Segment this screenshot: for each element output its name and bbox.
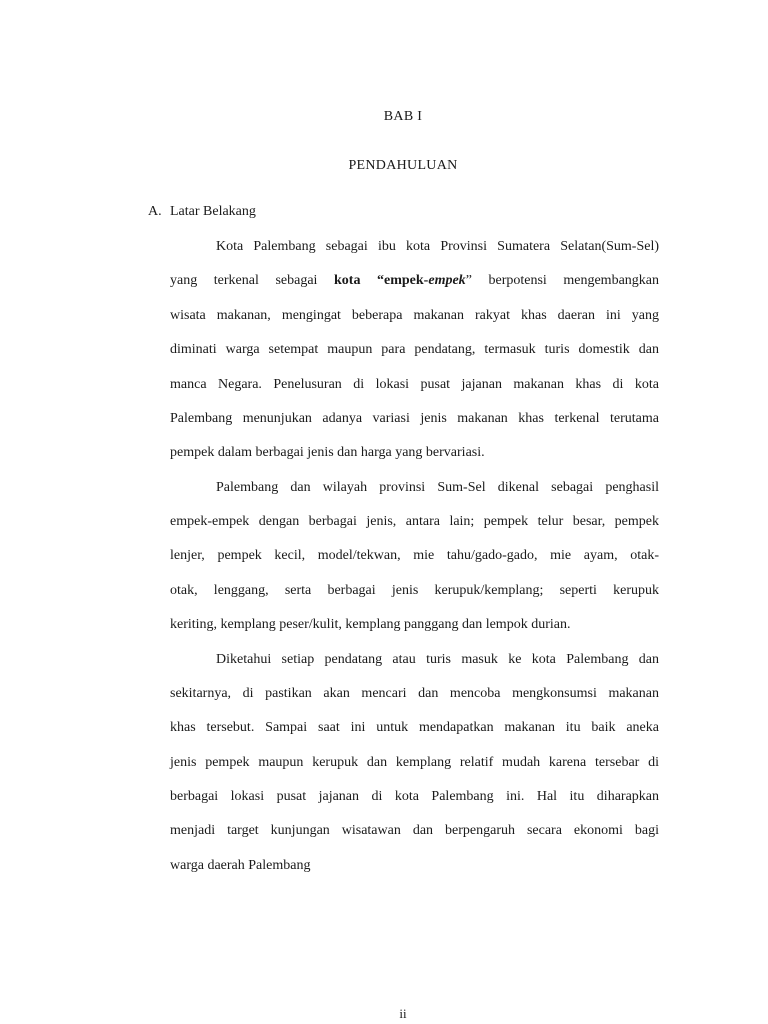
text-run: ” berpotensi mengembangkan xyxy=(465,273,659,288)
chapter-title: PENDAHULUAN xyxy=(348,158,458,173)
paragraph-line: sekitarnya, di pastikan akan mencari dan mencoba mengkonsumsi makanan xyxy=(170,686,659,701)
paragraph-line: diminati warga setempat maupun para pendatang, termasuk turis domestik dan xyxy=(170,342,659,357)
paragraph-line: wisata makanan, mengingat beberapa makanan rakyat khas daeran ini yang xyxy=(170,308,659,323)
paragraph-line: Kota Palembang sebagai ibu kota Provinsi Sumatera Selatan(Sum-Sel) xyxy=(216,239,659,254)
italic-text: empek xyxy=(428,273,466,288)
paragraph-line: lenjer, pempek kecil, model/tekwan, mie tahu/gado-gado, mie ayam, otak- xyxy=(170,548,659,563)
paragraph-line xyxy=(170,272,659,290)
paragraph-line: Palembang dan wilayah provinsi Sum-Sel dikenal sebagai penghasil xyxy=(216,480,659,495)
page-number: ii xyxy=(399,1006,407,1021)
section-title: Latar Belakang xyxy=(170,204,256,219)
paragraph-line: menjadi target kunjungan wisatawan dan berpengaruh secara ekonomi bagi xyxy=(170,823,659,838)
paragraph-line: manca Negara. Penelusuran di lokasi pusat jajanan makanan khas di kota xyxy=(170,377,659,392)
paragraph-line: jenis pempek maupun kerupuk dan kemplang relatif mudah karena tersebar di xyxy=(170,755,659,770)
paragraph-line: otak, lenggang, serta berbagai jenis kerupuk/kemplang; seperti kerupuk xyxy=(170,583,659,598)
section-letter: A. xyxy=(148,204,162,219)
paragraph-line: keriting, kemplang peser/kulit, kemplang panggang dan lempok durian. xyxy=(170,617,571,632)
paragraph-line: Diketahui setiap pendatang atau turis masuk ke kota Palembang dan xyxy=(216,652,659,667)
text-run: yang terkenal sebagai xyxy=(170,273,334,288)
section-heading xyxy=(148,204,256,220)
paragraph-line: Palembang menunjukan adanya variasi jenis makanan khas terkenal terutama xyxy=(170,411,659,426)
paragraph-line: warga daerah Palembang xyxy=(170,858,311,873)
bold-text: kota “empek-empek xyxy=(334,273,466,288)
chapter-number: BAB I xyxy=(383,109,423,124)
paragraph-line: pempek dalam berbagai jenis dan harga yang bervariasi. xyxy=(170,445,485,460)
paragraph-line: empek-empek dengan berbagai jenis, antara lain; pempek telur besar, pempek xyxy=(170,514,659,529)
paragraph-line: khas tersebut. Sampai saat ini untuk mendapatkan makanan itu baik aneka xyxy=(170,720,659,735)
paragraph-line: berbagai lokasi pusat jajanan di kota Palembang ini. Hal itu diharapkan xyxy=(170,789,659,804)
